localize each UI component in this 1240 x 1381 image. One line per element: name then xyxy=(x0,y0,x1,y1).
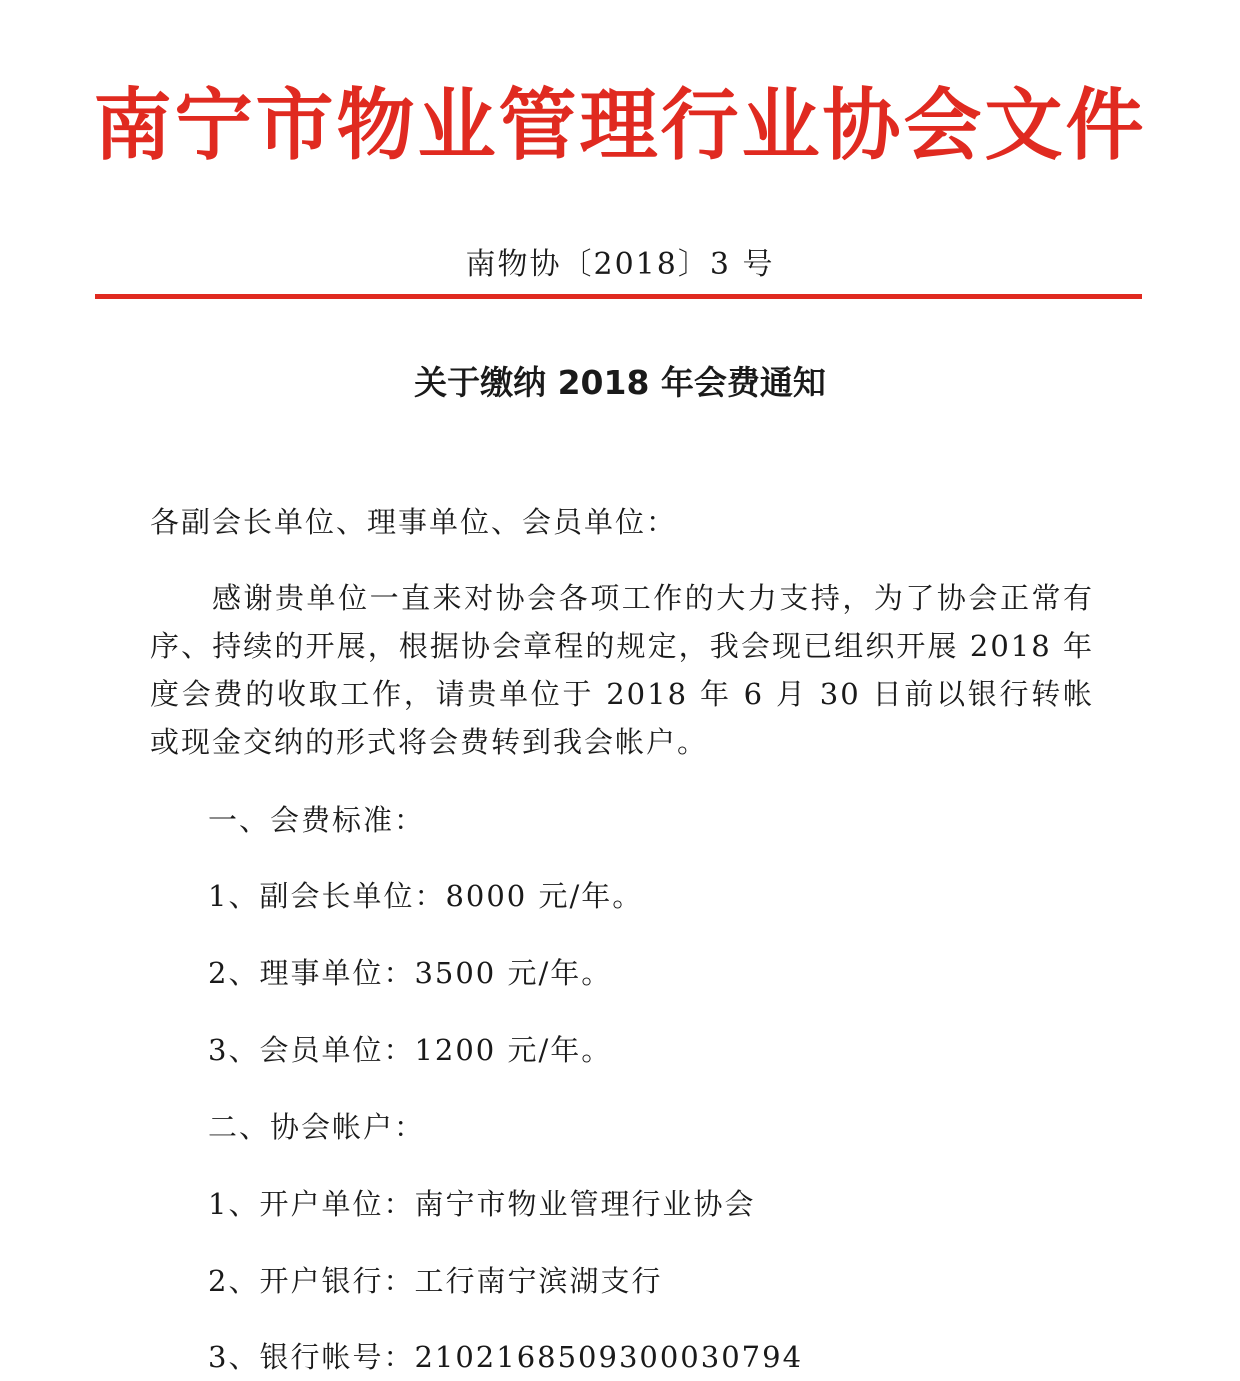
document-number: 南物协〔2018〕3 号 xyxy=(465,247,775,282)
notice-title: 关于缴纳 2018 年会费通知 xyxy=(414,363,826,402)
body-paragraph: 感谢贵单位一直来对协会各项工作的大力支持，为了协会正常有序、持续的开展，根据协会章程的规定，我会现已组织开展 2018 年度会费的收取工作，请贵单位于 2018 年 6 月 30 日前以银行转帐或现金交纳的形式将会费转到我会帐户。 xyxy=(150,581,1094,759)
account-item: 3、银行帐号：2102168509300030794 xyxy=(208,1340,804,1374)
salutation: 各副会长单位、理事单位、会员单位： xyxy=(150,505,678,539)
section-fees-heading: 一、会费标准： xyxy=(208,803,426,837)
fee-item: 1、副会长单位：8000 元/年。 xyxy=(208,879,644,913)
account-item: 1、开户单位：南宁市物业管理行业协会 xyxy=(208,1187,756,1221)
header-divider xyxy=(95,294,1142,299)
section-account-heading: 二、协会帐户： xyxy=(208,1110,426,1144)
fee-item: 2、理事单位：3500 元/年。 xyxy=(208,956,613,990)
account-item: 2、开户银行：工行南宁滨湖支行 xyxy=(208,1264,663,1298)
document-header-title: 南宁市物业管理行业协会文件 xyxy=(93,80,1147,171)
fee-item: 3、会员单位：1200 元/年。 xyxy=(208,1033,613,1067)
